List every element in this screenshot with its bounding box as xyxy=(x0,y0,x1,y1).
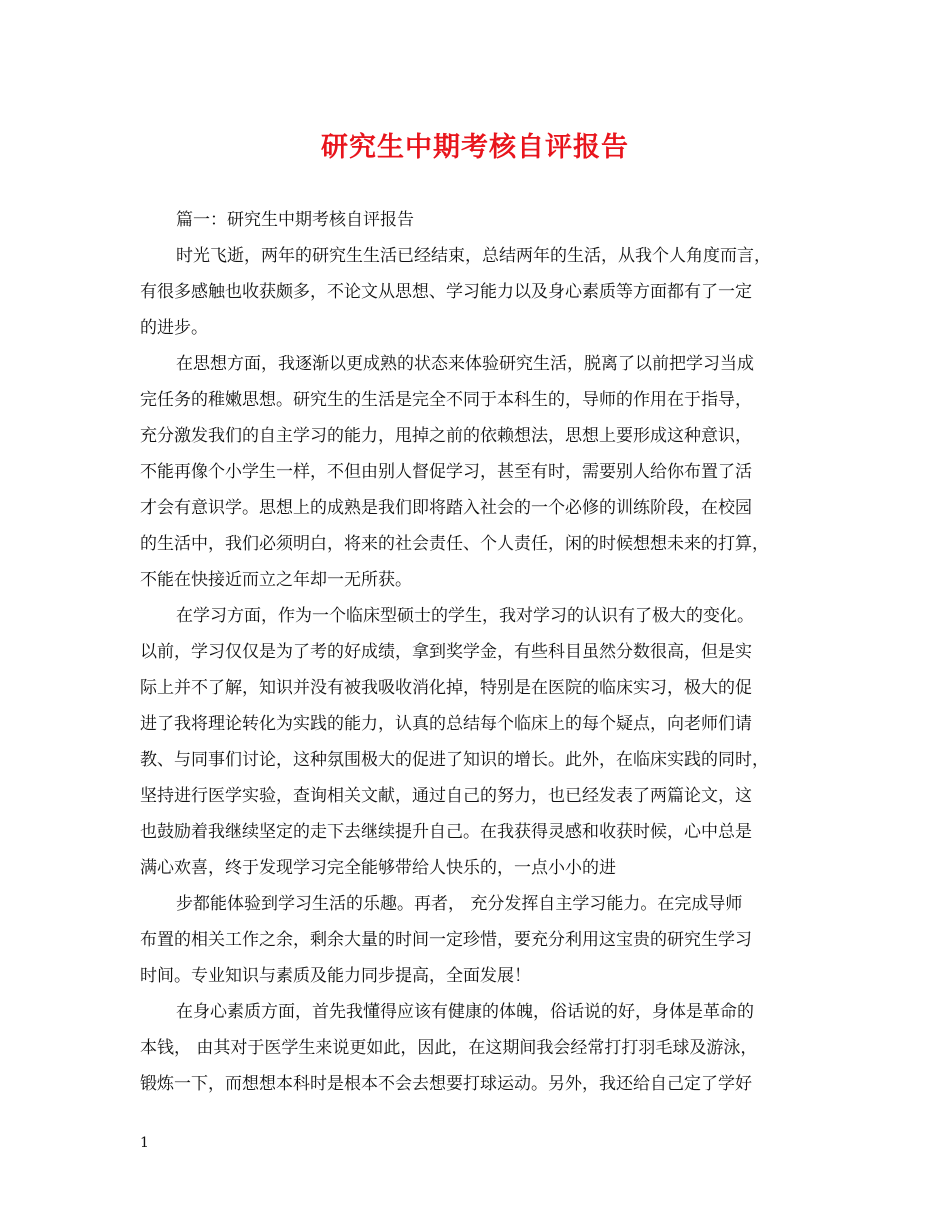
text-line: 以前，学习仅仅是为了考的好成绩，拿到奖学金，有些科目虽然分数很高，但是实 xyxy=(140,642,752,662)
text-line: 的进步。 xyxy=(140,318,208,338)
text-line: 际上并不了解，知识并没有被我吸收消化掉，特别是在医院的临床实习，极大的促 xyxy=(140,678,752,698)
text-line: 锻炼一下，而想想本科时是根本不会去想要打球运动。另外，我还给自己定了学好 xyxy=(140,1074,752,1094)
text-line: 坚持进行医学实验，查询相关文献，通过自己的努力，也已经发表了两篇论文，这 xyxy=(140,786,752,806)
text-line: 篇一：研究生中期考核自评报告 xyxy=(176,210,414,230)
text-line: 布置的相关工作之余，剩余大量的时间一定珍惜，要充分利用这宝贵的研究生学习 xyxy=(140,930,752,950)
text-line: 也鼓励着我继续坚定的走下去继续提升自己。在我获得灵感和收获时候，心中总是 xyxy=(140,822,752,842)
text-line: 的生活中，我们必须明白，将来的社会责任、个人责任，闲的时候想想未来的打算， xyxy=(140,534,769,554)
text-line: 在思想方面，我逐渐以更成熟的状态来体验研究生活，脱离了以前把学习当成 xyxy=(176,354,754,374)
text-line: 进了我将理论转化为实践的能力，认真的总结每个临床上的每个疑点，向老师们请 xyxy=(140,714,752,734)
text-line: 时光飞逝，两年的研究生生活已经结束，总结两年的生活，从我个人角度而言， xyxy=(176,246,771,266)
page-number: 1 xyxy=(140,1135,149,1151)
text-line: 步都能体验到学习生活的乐趣。再者， 充分发挥自主学习能力。在完成导师 xyxy=(176,894,743,914)
document-title: 研究生中期考核自评报告 xyxy=(321,132,629,163)
text-line: 有很多感触也收获颇多，不论文从思想、学习能力以及身心素质等方面都有了一定 xyxy=(140,282,752,302)
text-line: 教、与同事们讨论，这种氛围极大的促进了知识的增长。此外，在临床实践的同时， xyxy=(140,750,769,770)
text-line: 完任务的稚嫩思想。研究生的生活是完全不同于本科生的，导师的作用在于指导， xyxy=(140,390,752,410)
text-line: 在学习方面，作为一个临床型硕士的学生，我对学习的认识有了极大的变化。 xyxy=(176,606,754,626)
text-line: 本钱， 由其对于医学生来说更如此，因此，在这期间我会经常打打羽毛球及游泳， xyxy=(140,1038,758,1058)
text-line: 不能再像个小学生一样，不但由别人督促学习，甚至有时，需要别人给你布置了活 xyxy=(140,462,752,482)
text-line: 才会有意识学。思想上的成熟是我们即将踏入社会的一个必修的训练阶段，在校园 xyxy=(140,498,752,518)
text-line: 不能在快接近而立之年却一无所获。 xyxy=(140,570,412,590)
text-line: 时间。专业知识与素质及能力同步提高，全面发展！ xyxy=(140,966,531,986)
text-line: 满心欢喜，终于发现学习完全能够带给人快乐的，一点小小的进 xyxy=(140,858,616,878)
text-line: 在身心素质方面，首先我懂得应该有健康的体魄，俗话说的好，身体是革命的 xyxy=(176,1002,754,1022)
text-line: 充分激发我们的自主学习的能力，甩掉之前的依赖想法，思想上要形成这种意识， xyxy=(140,426,752,446)
document-body xyxy=(140,202,812,1102)
